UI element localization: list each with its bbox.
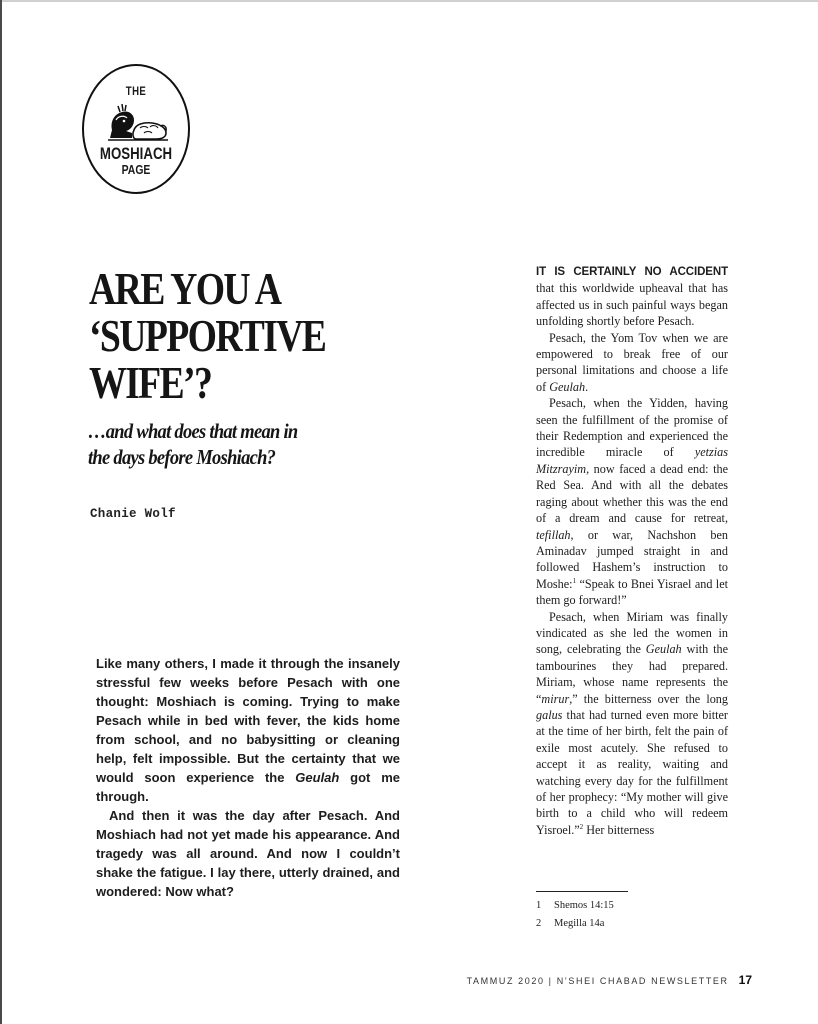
subhead-line-2: the days before Moshiach? [88,445,276,469]
footnote-ref-1: 1 [572,576,577,585]
headline-line-3: WIFE’? [89,357,212,408]
body-column [536,263,728,838]
logo-page-text: PAGE [121,162,151,177]
moshiach-page-logo [82,64,190,194]
page-footer [467,973,752,987]
body-paragraph-4: Pesach, when Miriam was finally vindicated as she led the women in song, celebrating the Geulah with the tambourines they had prepared. Miriam, whose name represents the “mirur,” the bitterness over the long galus that had turned even more bitter at the time of her birth, felt the pain of exile most acutely. She refused to accept it as reality, waiting and watching every day for the fulfillment of her prophecy: “My mother will give birth to a child who will redeem Yisroel.”$^2$ Her bitterness [536,609,728,837]
logo-moshiach-text: MOSHIACH [99,144,173,163]
body-paragraph-1: IT IS CERTAINLY NO ACCIDENT that this worldwide upheaval that has affected us in such painful ways began unfolding shortly before Pesach. [536,266,728,329]
author-byline: Chanie Wolf [90,507,176,521]
headline-line-1: ARE YOU A [89,263,281,314]
intro-text [96,654,400,901]
lead-in-text: IT IS CERTAINLY NO ACCIDENT [536,266,728,278]
footnote-item: 2 Megilla 14a [536,918,605,929]
subhead-line-1: …and what does that mean in [88,419,298,443]
page-top-edge [0,0,818,2]
article-subhead [88,418,370,470]
footnote-item: 1 Shemos 14:15 [536,900,614,911]
footnotes [536,897,614,933]
body-paragraph-3: Pesach, when the Yidden, having seen the fulfillment of the promise of their Redemption and experienced the incredible miracle of yetzias Mitzrayim, now faced a dead end: the Red Sea. And with all the debates raging about whether this was the end of a dream and cause for retreat, tefillah, or war, Nachshon ben Aminadav jumped straight in and followed Hashem’s instruction to Moshe:$^1$ “Speak to Bnei Yisrael and let them go forward!” [536,396,728,608]
body-paragraph-2: Pesach, the Yom Tov when we are empowered to break free of our personal limitations and choose a life of Geulah. [536,330,728,394]
page-left-edge [0,0,2,1024]
page-number: 17 [738,973,752,987]
footer-publication: TAMMUZ 2020 | N’SHEI CHABAD NEWSLETTER [466,976,729,986]
article-headline [89,263,326,408]
lion-and-lamb-icon [104,100,170,144]
intro-paragraph-1: Like many others, I made it through the insanely stressful few weeks before Pesach with one thought: Moshiach is coming. Trying to make Pesach while in bed with fever, the kids home from school, and no babysitting or cleaning help, felt impossible. But the certainty that we would soon experience the Geulah got me through. [96,656,400,804]
logo-the-text: THE [125,84,147,98]
footnote-divider [536,891,628,892]
intro-paragraph-2: And then it was the day after Pesach. And Moshiach had not yet made his appearance. And tragedy was all around. And now I couldn’t shake the fatigue. I lay there, utterly drained, and wondered: Now what? [96,808,400,899]
headline-line-2: ‘SUPPORTIVE [89,310,326,361]
footnote-ref-2: 2 [579,822,584,831]
